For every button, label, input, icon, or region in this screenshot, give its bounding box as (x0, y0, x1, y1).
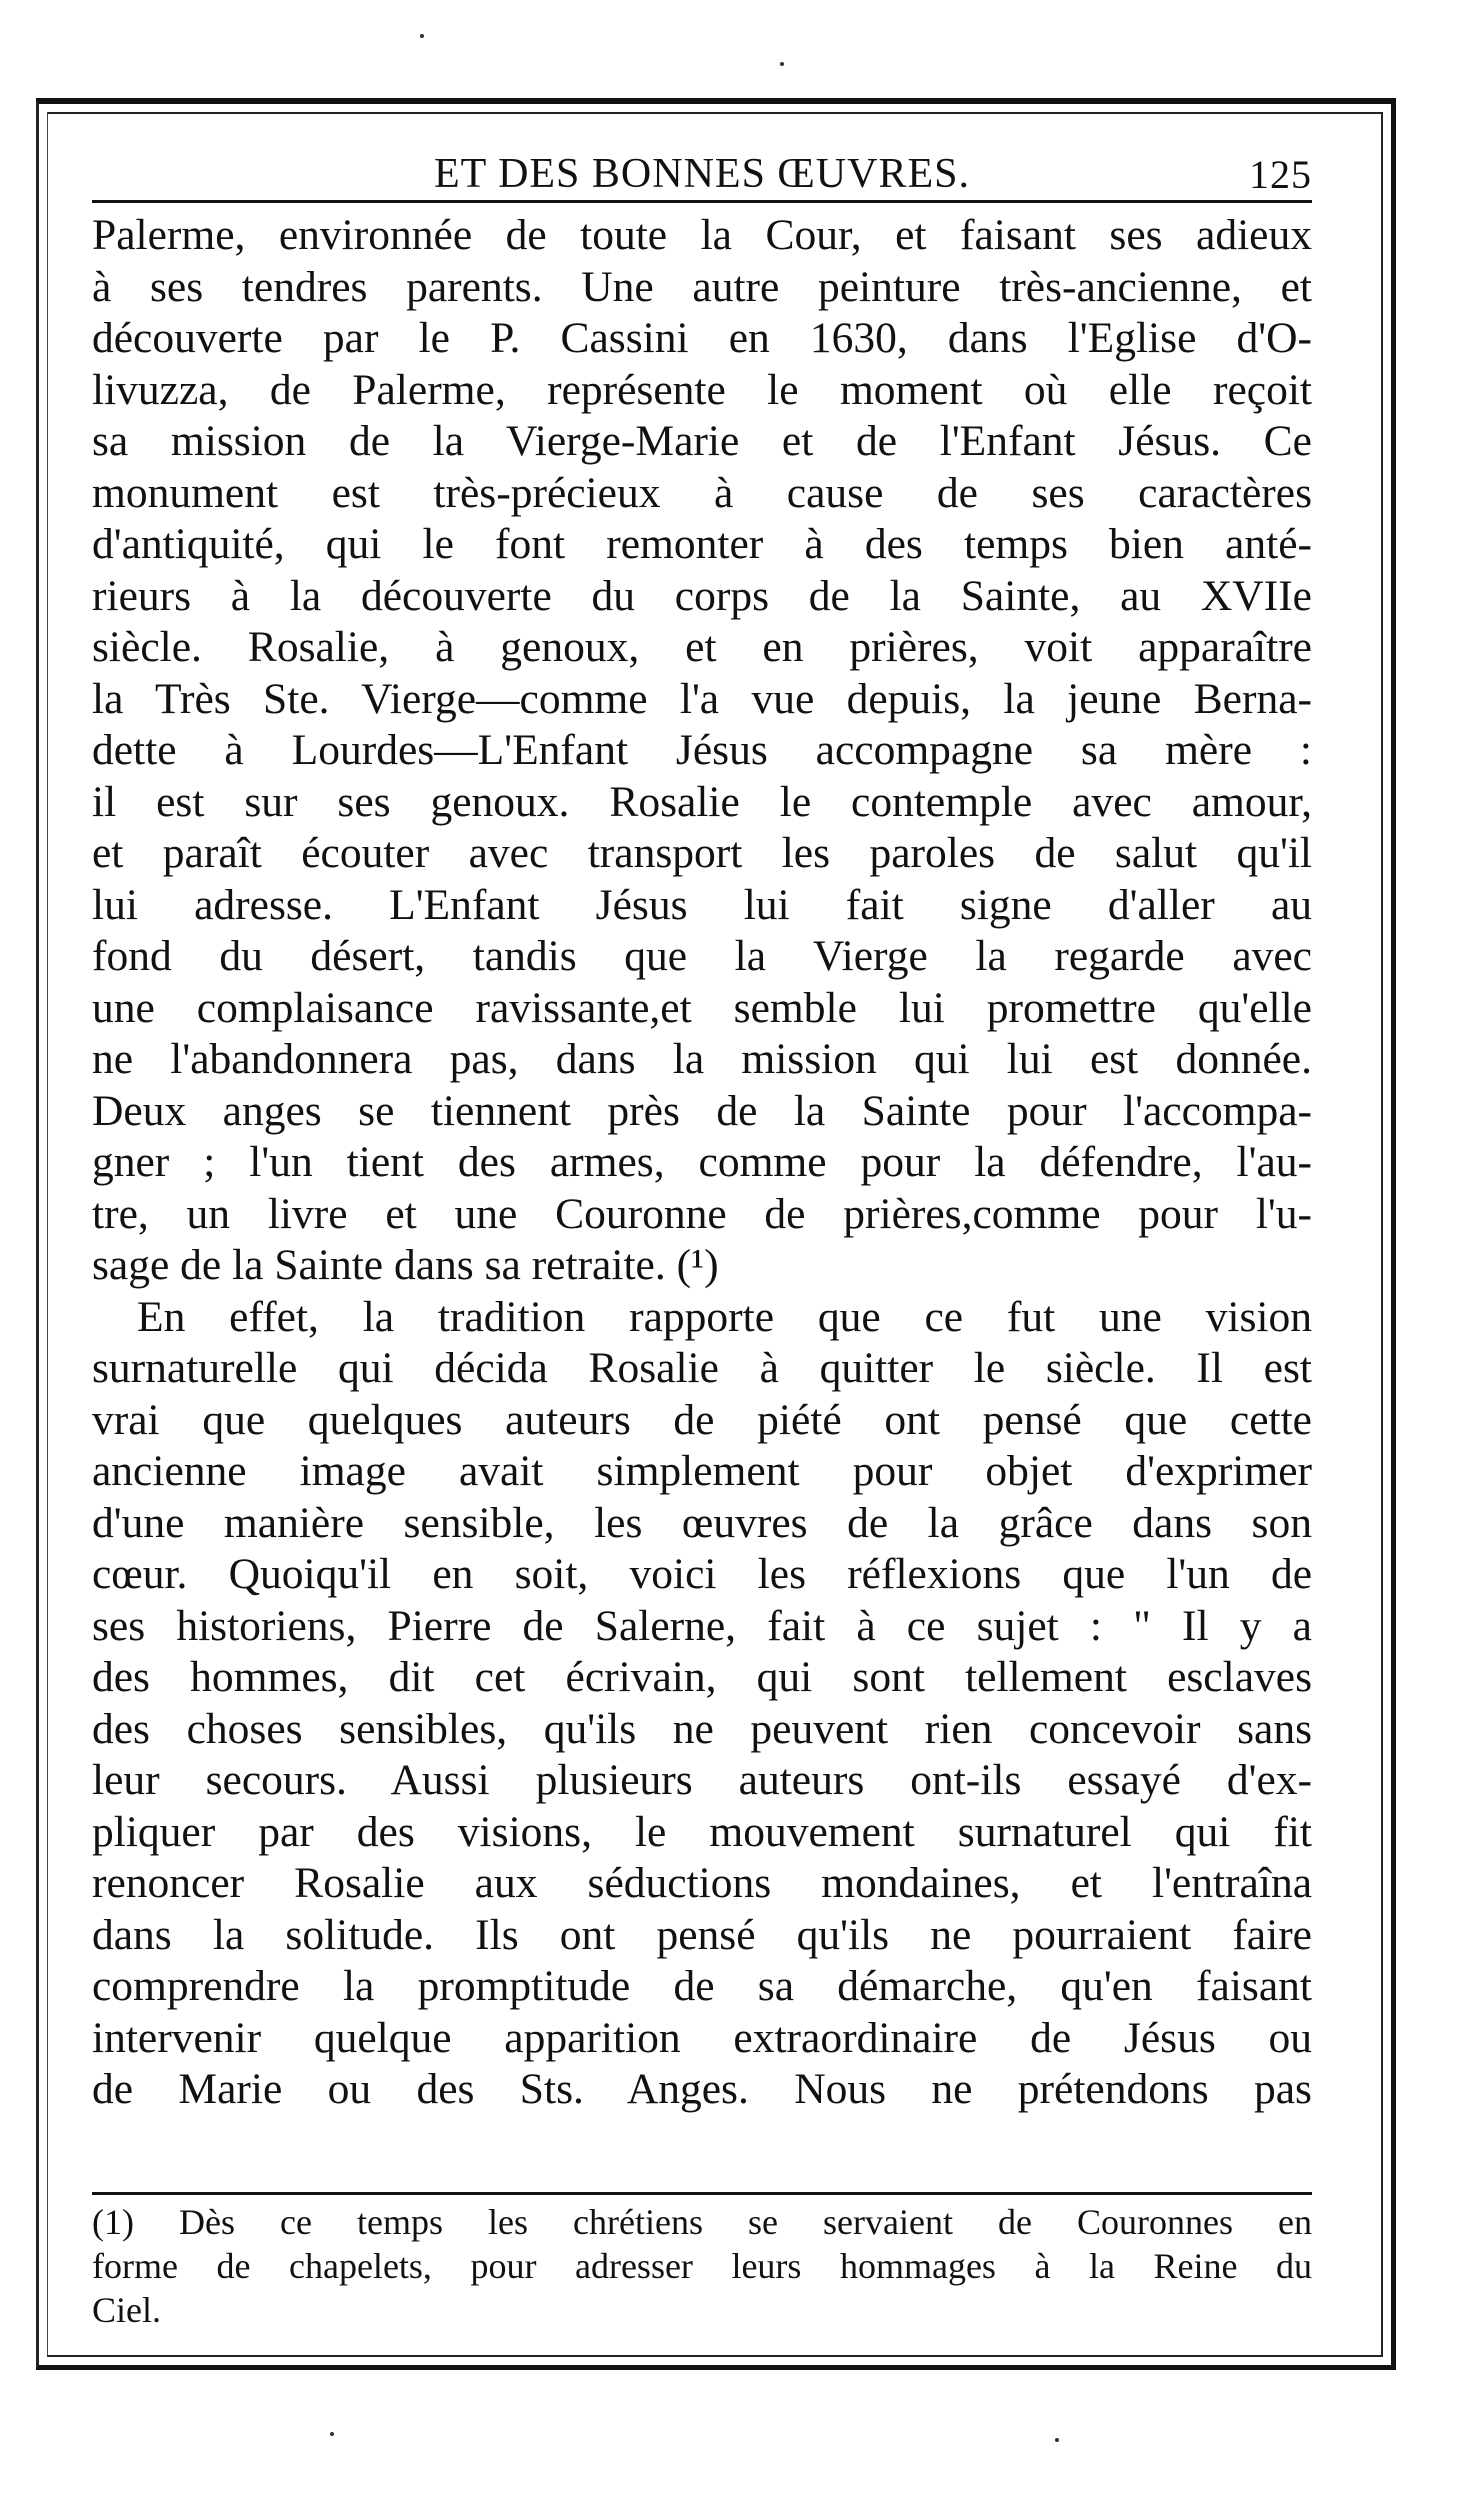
body-text (92, 210, 1312, 2116)
text-line: pliquer par des visions, le mouvement surnaturel qui fit (92, 1807, 1312, 1856)
text-line: siècle. Rosalie, à genoux, et en prières, voit apparaître (92, 623, 1312, 671)
text-line: leur secours. Aussi plusieurs auteurs ont-ils essayé d'ex- (92, 1756, 1312, 1804)
text-line: surnaturelle qui décida Rosalie à quitter le siècle. Il est (92, 1344, 1312, 1392)
running-header (92, 140, 1312, 198)
footnote-rule (92, 2192, 1312, 2195)
text-line: à ses tendres parents. Une autre peinture très-ancienne, et (92, 262, 1312, 311)
footnote-line: (1) Dès ce temps les chrétiens se servaient de Couronnes en (92, 2202, 1312, 2242)
page-number: 125 (1249, 152, 1312, 197)
text-line: vrai que quelques auteurs de piété ont pensé que cette (92, 1395, 1312, 1444)
text-line: d'une manière sensible, les œuvres de la grâce dans son (92, 1498, 1312, 1547)
text-line: ses historiens, Pierre de Salerne, fait à ce sujet : " Il y a (92, 1601, 1312, 1650)
header-title: ET DES BONNES ŒUVRES. (434, 151, 970, 197)
text-line: lui adresse. L'Enfant Jésus lui fait signe d'aller au (92, 880, 1312, 929)
text-line: des hommes, dit cet écrivain, qui sont tellement esclaves (92, 1653, 1312, 1701)
text-line: découverte par le P. Cassini en 1630, dans l'Eglise d'O- (92, 314, 1312, 362)
text-line: et paraît écouter avec transport les paroles de salut qu'il (92, 829, 1312, 877)
text-line: ancienne image avait simplement pour objet d'exprimer (92, 1447, 1312, 1495)
text-line: intervenir quelque apparition extraordinaire de Jésus ou (92, 2013, 1312, 2062)
text-line: dette à Lourdes—L'Enfant Jésus accompagne sa mère : (92, 726, 1312, 774)
text-line: rieurs à la découverte du corps de la Sainte, au XVIIe (92, 571, 1312, 620)
print-speck (780, 62, 784, 66)
text-line: des choses sensibles, qu'ils ne peuvent rien concevoir sans (92, 1704, 1312, 1753)
text-line: En effet, la tradition rapporte que ce fut une vision (137, 1292, 1312, 1341)
footnote-line: forme de chapelets, pour adresser leurs hommages à la Reine du (92, 2246, 1312, 2286)
text-line: il est sur ses genoux. Rosalie le contemple avec amour, (92, 777, 1312, 826)
footnote-line: Ciel. (92, 2290, 161, 2330)
text-line: cœur. Quoiqu'il en soit, voici les réflexions que l'un de (92, 1550, 1312, 1598)
text-line: dans la solitude. Ils ont pensé qu'ils ne pourraient faire (92, 1910, 1312, 1959)
text-line: Palerme, environnée de toute la Cour, et faisant ses adieux (92, 211, 1312, 259)
header-rule (92, 200, 1312, 203)
text-line: renoncer Rosalie aux séductions mondaines, et l'entraîna (92, 1859, 1312, 1907)
print-speck (420, 34, 424, 38)
text-line: comprendre la promptitude de sa démarche, qu'en faisant (92, 1962, 1312, 2010)
text-line: ne l'abandonnera pas, dans la mission qui lui est donnée. (92, 1035, 1312, 1083)
text-line: une complaisance ravissante,et semble lui promettre qu'elle (92, 983, 1312, 1032)
text-line: de Marie ou des Sts. Anges. Nous ne prétendons pas (92, 2065, 1312, 2113)
text-line: gner ; l'un tient des armes, comme pour la défendre, l'au- (92, 1138, 1312, 1186)
text-line: Deux anges se tiennent près de la Sainte pour l'accompa- (92, 1086, 1312, 1135)
print-speck (330, 2432, 334, 2436)
text-line: sage de la Sainte dans sa retraite. (¹) (92, 1241, 719, 1289)
text-line: monument est très-précieux à cause de ses caractères (92, 468, 1312, 517)
text-line: fond du désert, tandis que la Vierge la regarde avec (92, 932, 1312, 980)
footnote (92, 2200, 1312, 2332)
text-line: livuzza, de Palerme, représente le moment où elle reçoit (92, 365, 1312, 414)
print-speck (1055, 2438, 1059, 2442)
text-line: sa mission de la Vierge-Marie et de l'Enfant Jésus. Ce (92, 417, 1312, 465)
text-line: la Très Ste. Vierge—comme l'a vue depuis, la jeune Berna- (92, 674, 1312, 723)
text-line: d'antiquité, qui le font remonter à des temps bien anté- (92, 520, 1312, 568)
text-line: tre, un livre et une Couronne de prières,comme pour l'u- (92, 1189, 1312, 1238)
